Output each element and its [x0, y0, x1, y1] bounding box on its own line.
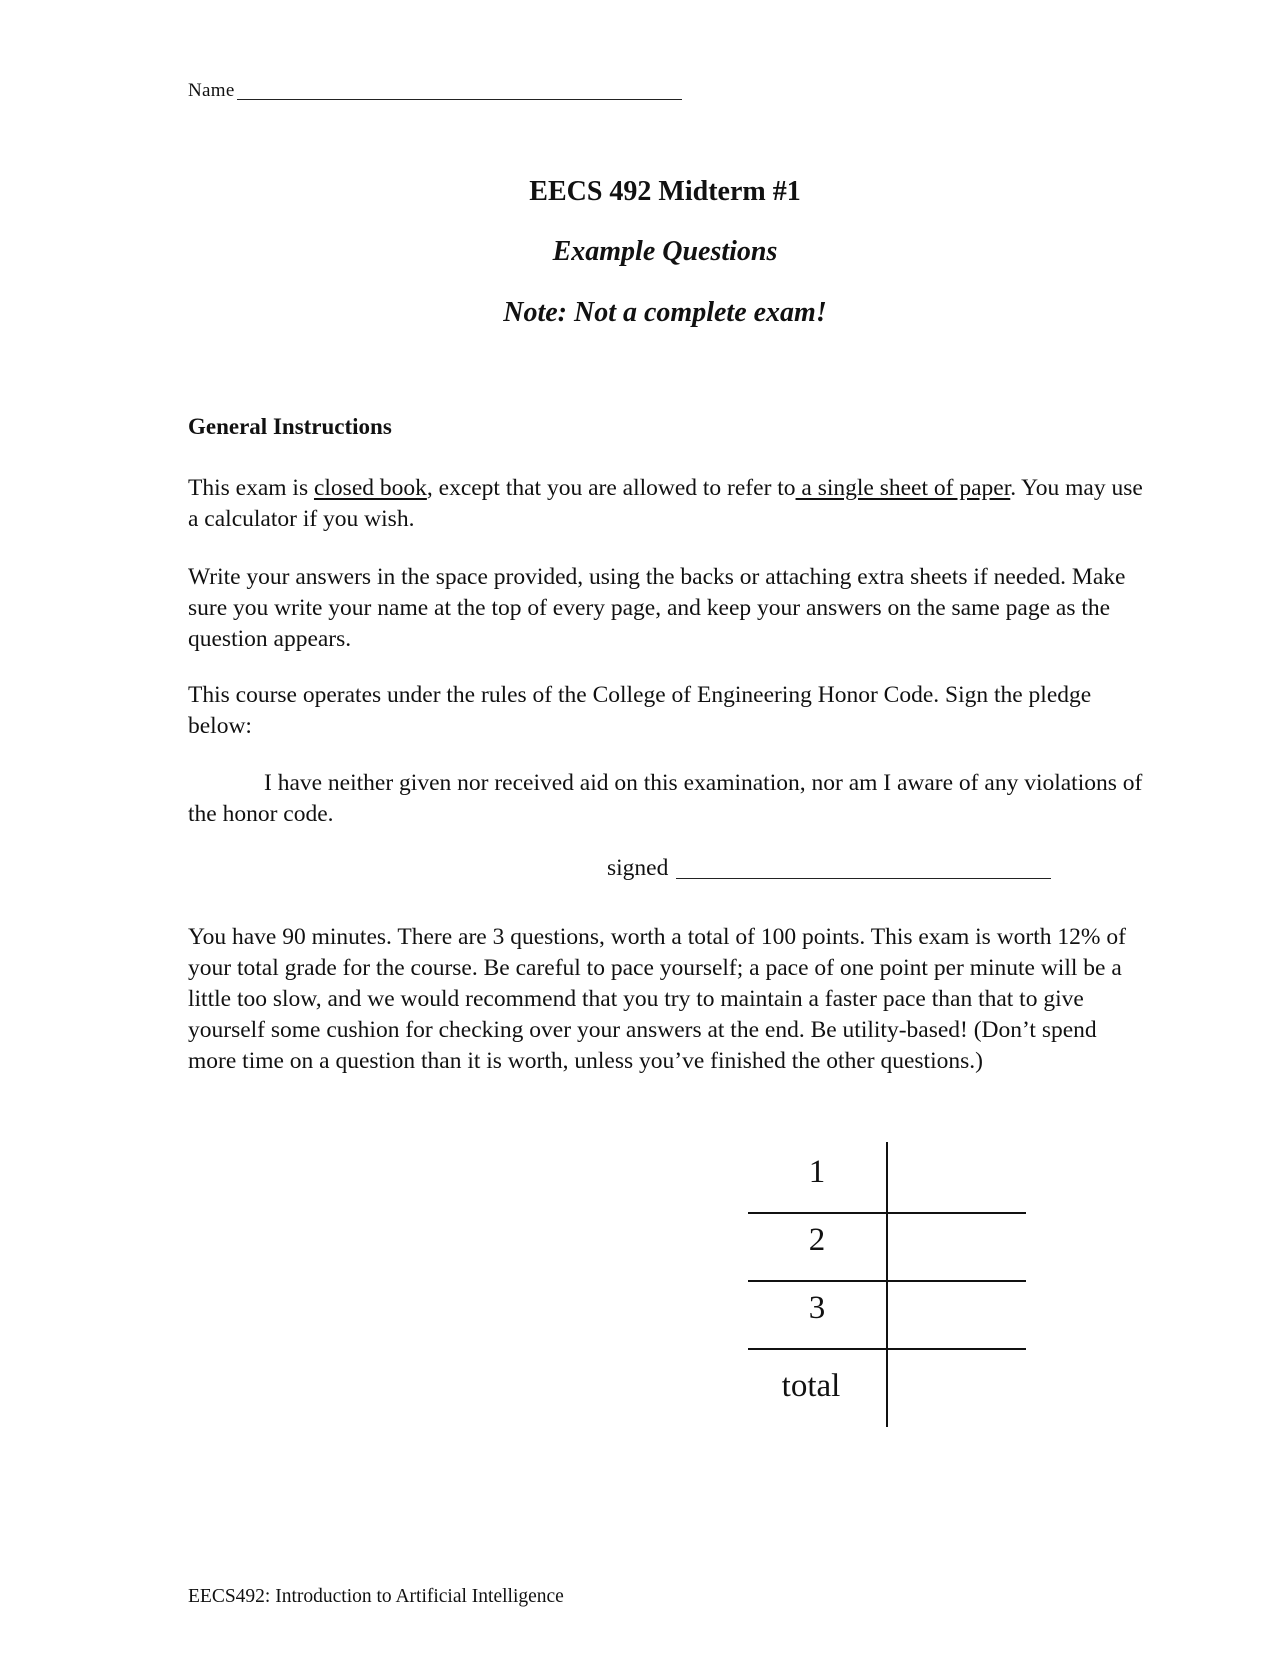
- signature-blank-line: [676, 858, 1051, 879]
- exam-note: Note: Not a complete exam!: [503, 297, 827, 328]
- page-footer: EECS492: Introduction to Artificial Intelligence: [188, 1586, 564, 1607]
- exam-title: EECS 492 Midterm #1: [529, 176, 801, 207]
- exam-subtitle: Example Questions: [552, 236, 778, 267]
- p1-text-e: . You may use a calculator if you wish.: [188, 475, 1143, 532]
- score-table-rule: [748, 1212, 1026, 1214]
- score-table: [748, 1142, 1026, 1427]
- closed-book-text: closed book: [313, 475, 427, 501]
- instructions-paragraph-5: You have 90 minutes. There are 3 questions, worth a total of 100 points. This exam is worth 12% of your total grade for the course. Be careful to pace yourself; a pace of one point per minute will be a little too slow, and we would recommend that you try to maintain a faster pace than that to give yourself some cushion for checking over your answers at the end. Be utility-based! (Don’t spend more time on a question than it is worth, unless you’ve finished the other questions.): [188, 924, 1126, 1074]
- score-cell: [888, 1215, 1026, 1275]
- name-field: [188, 80, 682, 102]
- honor-pledge: I have neither given nor received aid on this examination, nor am I aware of any violations of the honor code.: [188, 770, 1143, 827]
- score-cell: [888, 1147, 1026, 1207]
- name-blank-line: [237, 81, 682, 100]
- score-cell-total: [888, 1352, 1026, 1412]
- single-sheet-text: a single sheet of paper: [795, 475, 1011, 501]
- instructions-paragraph-2: Write your answers in the space provided, using the backs or attaching extra sheets if needed. Make sure you write your name at the top of every page, and keep your answers on the same page as the question appears.: [188, 564, 1126, 652]
- name-label: Name: [188, 80, 235, 101]
- instructions-paragraph-3: This course operates under the rules of the College of Engineering Honor Code. Sign the pledge below:: [188, 682, 1092, 739]
- score-table-rule: [748, 1280, 1026, 1282]
- score-row-label-total: total: [781, 1368, 841, 1404]
- score-cell: [888, 1283, 1026, 1343]
- signed-label: signed: [607, 855, 669, 881]
- score-table-rule: [748, 1348, 1026, 1350]
- instructions-heading: General Instructions: [188, 414, 392, 439]
- instructions-paragraph-1: [188, 473, 1148, 535]
- p1-text-c: , except that you are allowed to refer to: [426, 475, 796, 501]
- score-row-label: 2: [808, 1222, 826, 1258]
- p1-text-a: This exam is: [188, 475, 314, 501]
- score-row-label: 3: [808, 1290, 826, 1326]
- score-row-label: 1: [808, 1154, 826, 1190]
- signature-field: [607, 855, 1051, 882]
